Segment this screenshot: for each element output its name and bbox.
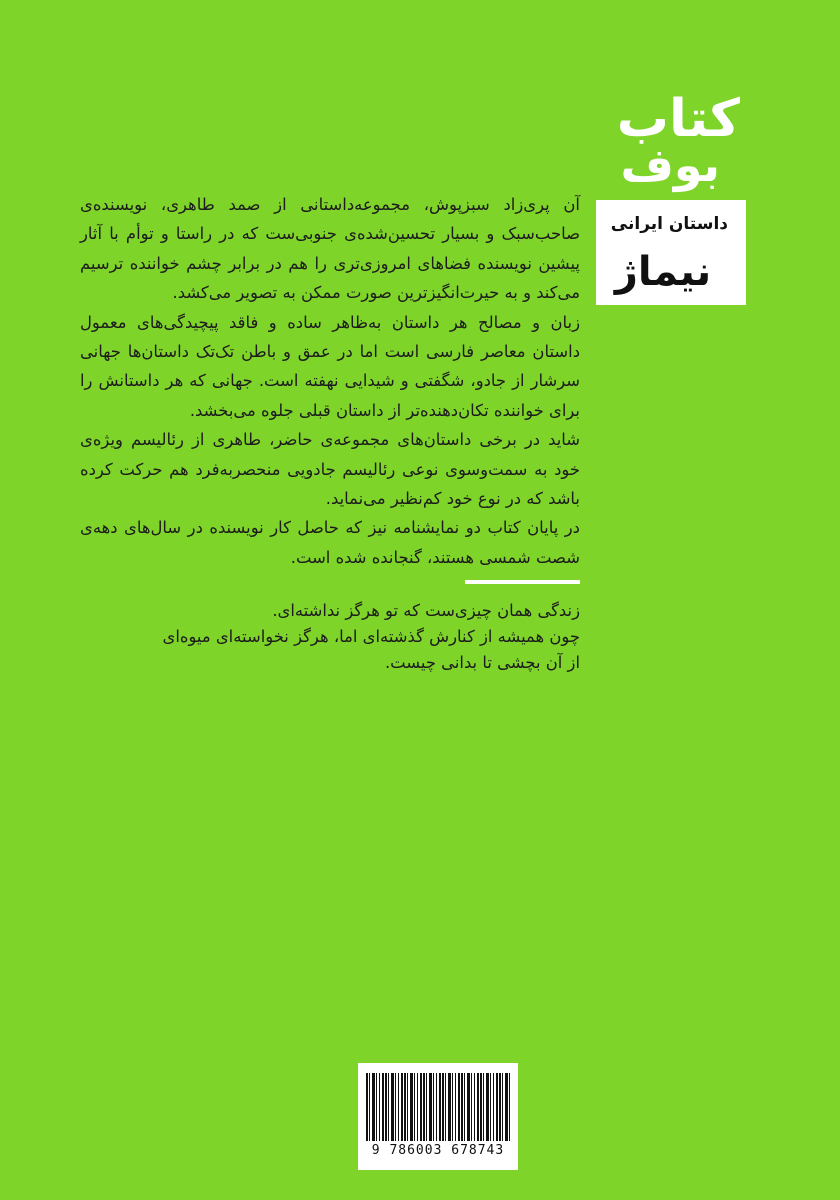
blurb-paragraph: زبان و مصالح هر داستان به‌ظاهر ساده و فاقد پیچیدگی‌های معمول داستان معاصر فارسی است اما در عمق و باطن تک‌تک داستان‌ها جهانی سرشار از جادو، شگفتی و شیدایی نهفته است. جهانی که هر داستانش را برای خواننده تکان‌دهنده‌تر از داستان قبلی جلوه می‌بخشد. <box>80 312 580 420</box>
barcode-bars <box>366 1073 510 1141</box>
isbn-barcode <box>358 1063 518 1170</box>
series-label: داستان ایرانی <box>610 214 728 234</box>
blurb-paragraph: در پایان کتاب دو نمایشنامه نیز که حاصل کار نویسنده در سال‌های دهه‌ی شصت شمسی هستند، گنجانده شده است. <box>80 518 580 567</box>
blurb-paragraph: شاید در برخی داستان‌های مجموعه‌ی حاضر، طاهری از رئالیسم ویژه‌ی خود به سمت‌وسوی نوعی رئالیسم جادویی منحصربه‌فرد هم حرکت کرده باشد که در نوع خود کم‌نظیر می‌نماید. <box>80 430 580 509</box>
excerpt-quote <box>162 598 580 676</box>
section-divider <box>465 580 580 584</box>
series-panel <box>596 200 746 305</box>
quote-line: از آن بچشی تا بدانی چیست. <box>384 653 580 672</box>
publisher-logo-line2: بوف <box>620 138 720 192</box>
isbn-digits: 9 786003 678743 <box>371 1143 505 1158</box>
quote-line: چون همیشه از کنارش گذشته‌ای اما، هرگز نخواسته‌ای میوه‌ای <box>162 627 580 646</box>
nimaj-imprint-logo: نیماژ <box>614 249 712 295</box>
publisher-logo-bouf <box>560 89 740 192</box>
back-cover-blurb <box>80 190 580 572</box>
quote-line: زندگی همان چیزی‌ست که تو هرگز نداشته‌ای. <box>272 601 580 620</box>
blurb-paragraph: آن پری‌زاد سبزپوش، مجموعه‌داستانی از صمد طاهری، نویسنده‌ی صاحب‌سبک و بسیار تحسین‌شده‌ی جنوبی‌ست که در راستا و توأم با آثار پیشین نویسنده فضاهای امروزی‌تری را هم در برابر چشم خواننده ترسیم می‌کند و به حیرت‌انگیزترین صورت ممکن به تصویر می‌کشد. <box>80 195 580 303</box>
publisher-logo-line1: کتاب <box>616 89 740 149</box>
